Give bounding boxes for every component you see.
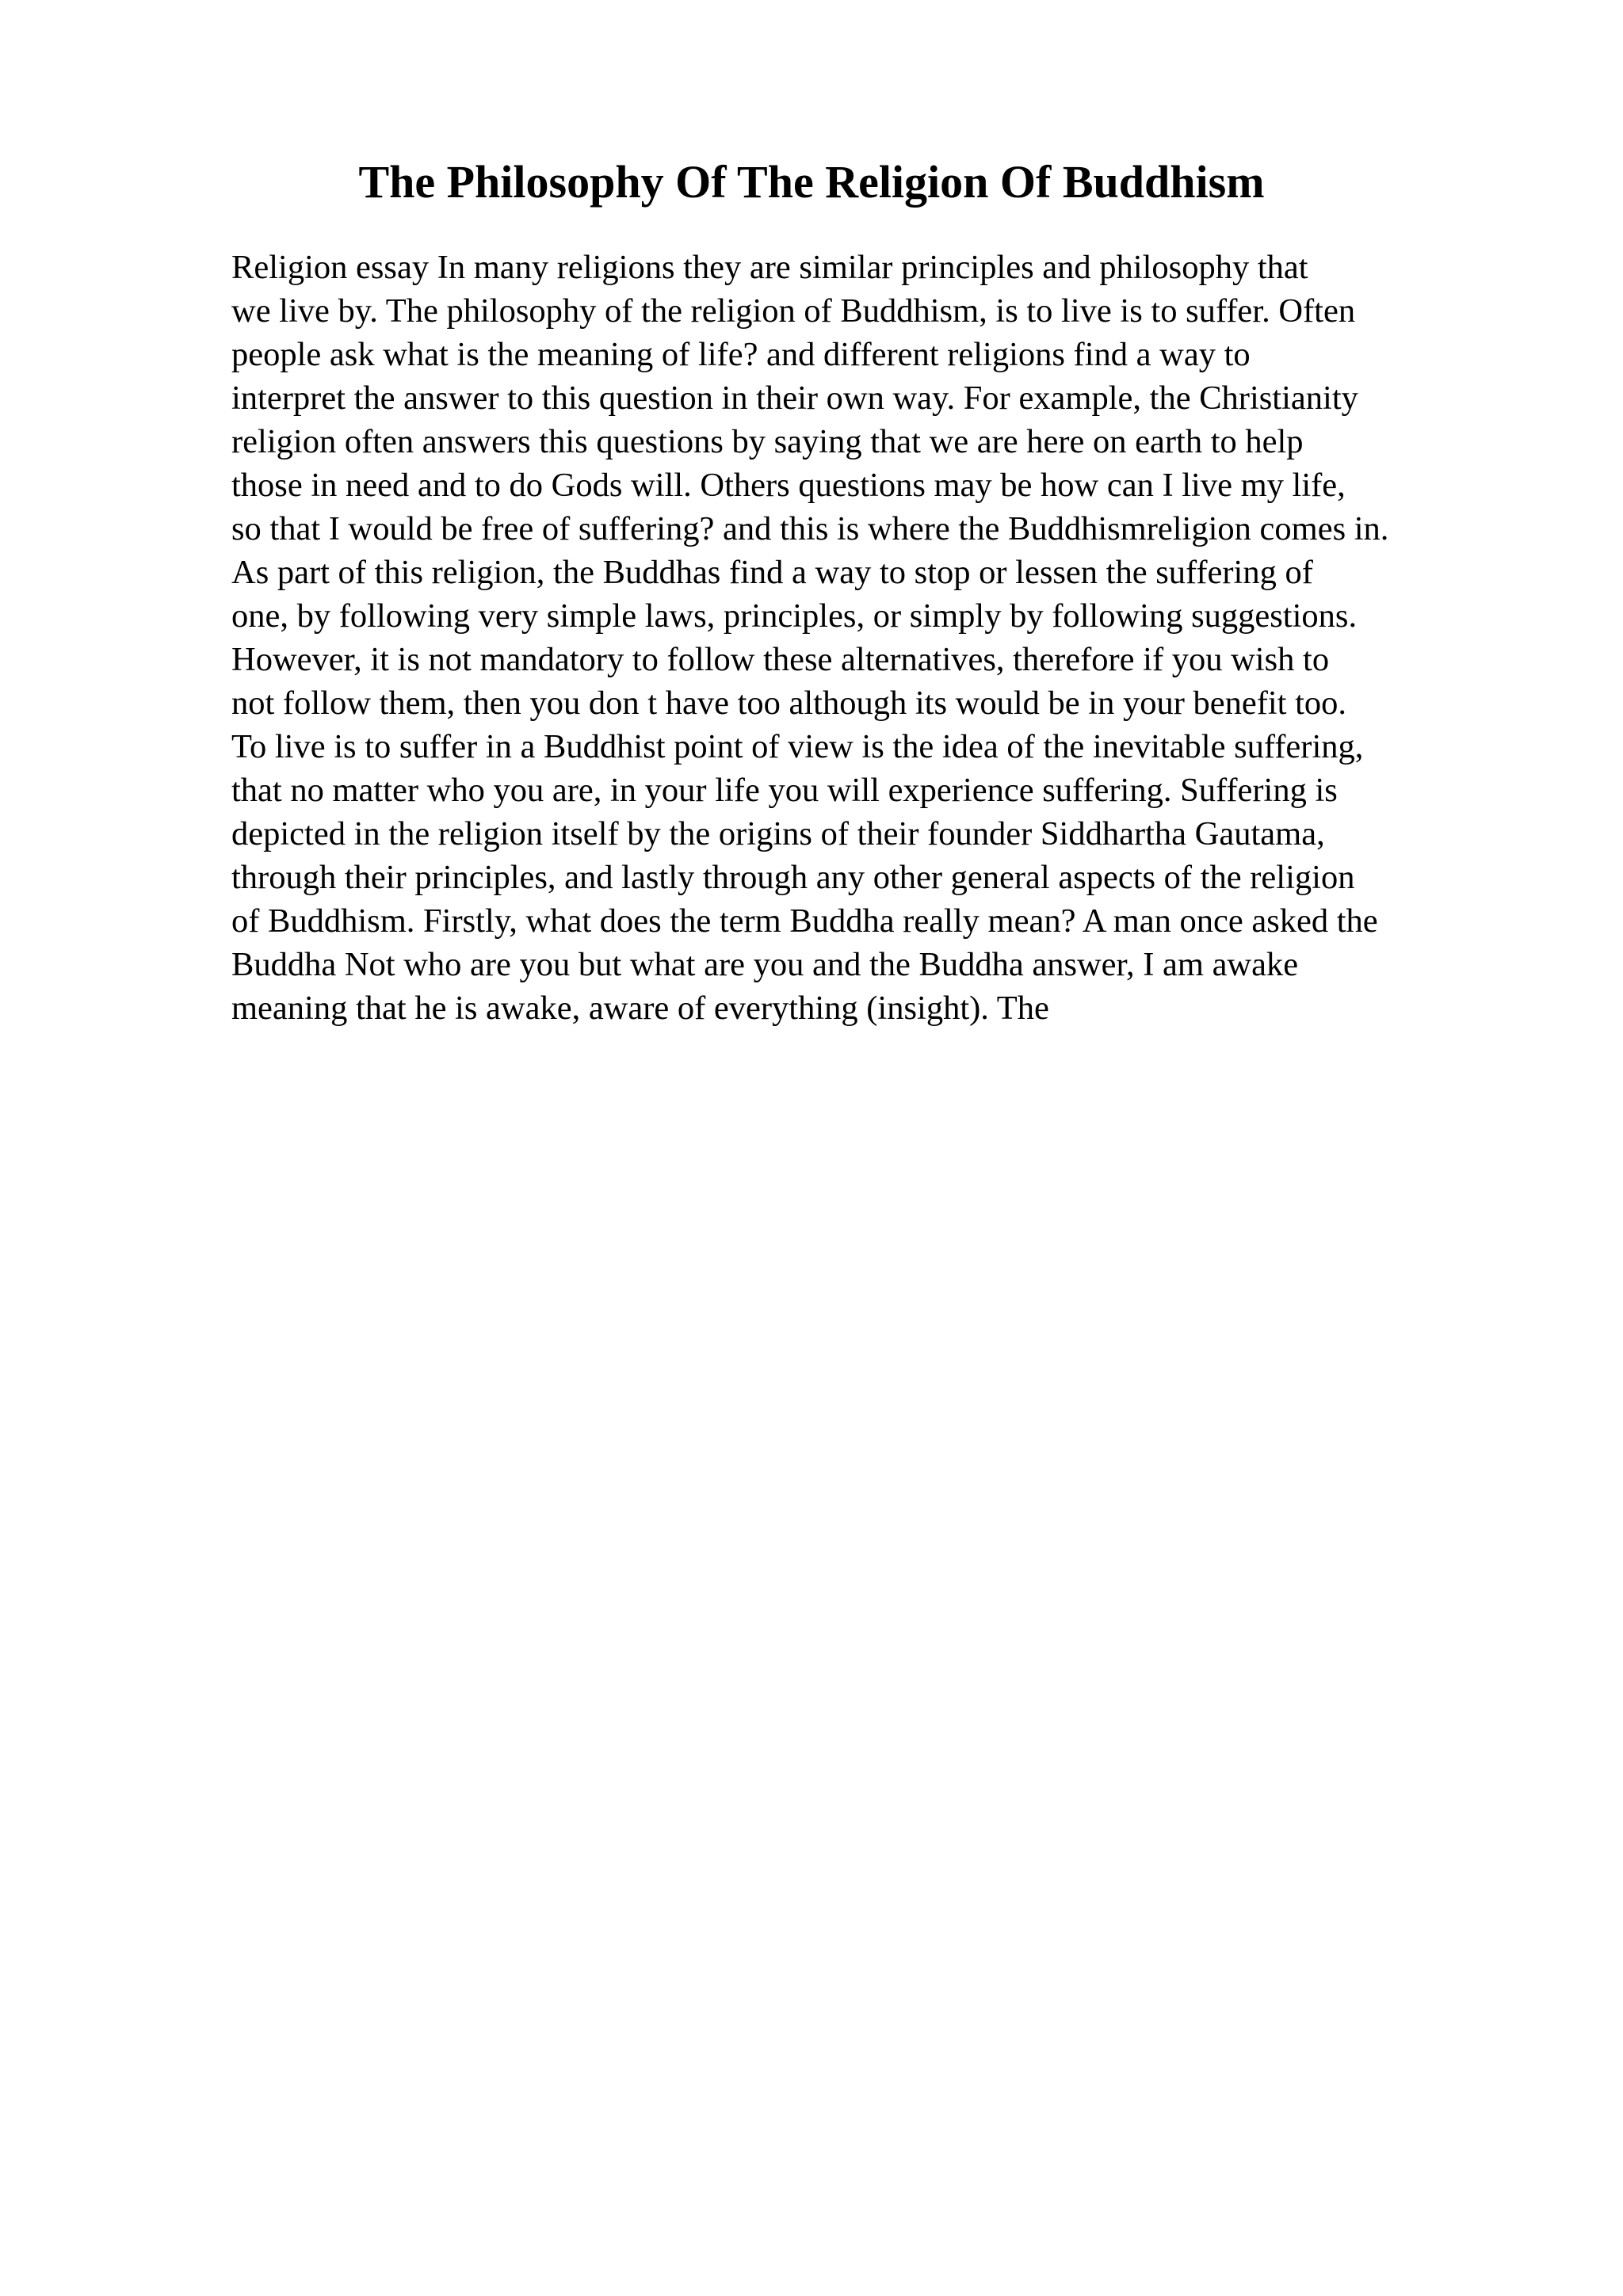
document-title: The Philosophy Of The Religion Of Buddhism [358, 156, 1265, 208]
body-line: interpret the answer to this question in their own way. For example, the Christianity [231, 379, 1358, 417]
body-line: Religion essay In many religions they are similar principles and philosophy that [231, 249, 1308, 286]
body-line: those in need and to do Gods will. Others questions may be how can I live my life, [231, 467, 1346, 504]
body-line: To live is to suffer in a Buddhist point of view is the idea of the inevitable suffering, [231, 728, 1364, 765]
body-line: that no matter who you are, in your life you will experience suffering. Suffering is [231, 772, 1338, 809]
body-line: we live by. The philosophy of the religion of Buddhism, is to live is to suffer. Often [231, 292, 1356, 330]
body-line: Buddha Not who are you but what are you and the Buddha answer, I am awake [231, 946, 1299, 983]
body-line: people ask what is the meaning of life? and different religions find a way to [231, 336, 1251, 373]
body-line: through their principles, and lastly through any other general aspects of the religion [231, 859, 1355, 896]
body-line: However, it is not mandatory to follow these alternatives, therefore if you wish to [231, 641, 1330, 678]
body-line: religion often answers this questions by saying that we are here on earth to help [231, 423, 1304, 460]
body-line: meaning that he is awake, aware of everything (insight). The [231, 990, 1049, 1027]
body-line: one, by following very simple laws, principles, or simply by following suggestions. [231, 597, 1358, 635]
document-body [231, 246, 1515, 1030]
body-line: As part of this religion, the Buddhas find a way to stop or lessen the suffering of [231, 554, 1313, 591]
body-line: depicted in the religion itself by the origins of their founder Siddhartha Gautama, [231, 815, 1325, 852]
body-line: of Buddhism. Firstly, what does the term Buddha really mean? A man once asked the [231, 902, 1378, 940]
body-line: so that I would be free of suffering? and this is where the Buddhismreligion comes in. [231, 510, 1389, 547]
body-line: not follow them, then you don t have too although its would be in your benefit too. [231, 685, 1347, 722]
